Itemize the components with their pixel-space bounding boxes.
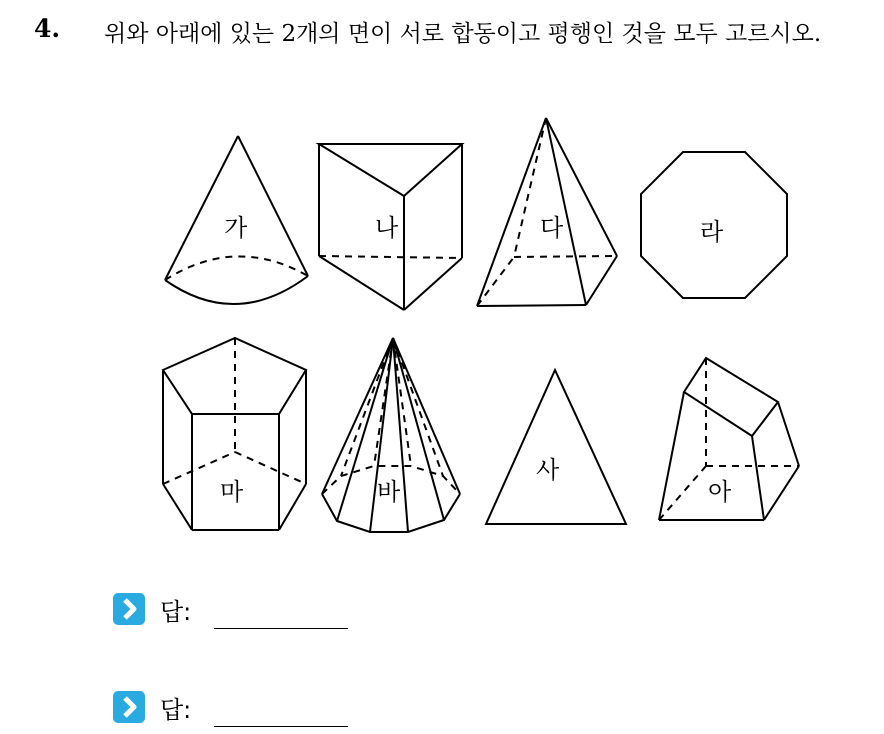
- question-number: 4.: [34, 14, 61, 43]
- shape-square-pyramid: [477, 118, 617, 306]
- answer-label: 답:: [160, 598, 192, 626]
- shape-triangular-prism: [319, 144, 462, 310]
- chevron-right-icon: [112, 690, 146, 724]
- label-na: 나: [375, 214, 399, 242]
- shape-triangle: [486, 370, 626, 524]
- shape-truncated-solid: [659, 358, 799, 520]
- chevron-right-icon: [112, 592, 146, 626]
- shape-cone: [165, 136, 308, 304]
- question-text: 위와 아래에 있는 2개의 면이 서로 합동이고 평행인 것을 모두 고르시오.: [104, 21, 822, 47]
- label-ba: 바: [377, 478, 401, 506]
- label-ra: 라: [700, 218, 724, 246]
- label-ga: 가: [224, 214, 248, 242]
- answer-label: 답:: [160, 696, 192, 724]
- shape-octagon: [641, 152, 787, 298]
- label-sa: 사: [536, 456, 560, 484]
- label-ma: 마: [220, 478, 244, 506]
- answer-input[interactable]: [214, 628, 348, 629]
- label-a: 아: [708, 478, 732, 506]
- label-da: 다: [540, 214, 564, 242]
- shape-pentagonal-prism: [163, 338, 306, 530]
- answer-input[interactable]: [214, 726, 348, 727]
- shape-decagonal-pyramid: [322, 338, 460, 532]
